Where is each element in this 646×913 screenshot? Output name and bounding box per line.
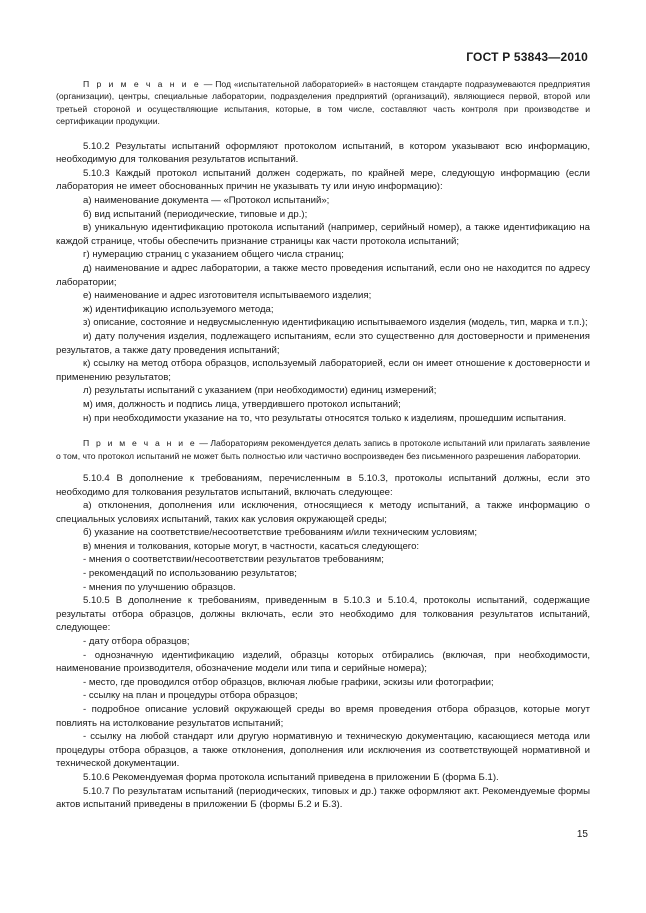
list-item: е) наименование и адрес изготовителя испытываемого изделия; [83, 290, 372, 302]
list-item: - мнения по улучшению образцов. [83, 581, 236, 593]
page-number: 15 [576, 829, 588, 840]
list-item: г) нумерацию страниц с указанием общего числа страниц; [83, 249, 344, 261]
list-item: - подробное описание условий окружающей среды во время проведения отбора образцов, которые могут повлиять на истолкование результатов испытаний; [56, 704, 590, 729]
list-item: з) описание, состояние и недвусмысленную идентификацию испытываемого изделия (модель, тип, марка и т.п.); [83, 317, 588, 329]
list-item: л) результаты испытаний с указанием (при необходимости) единиц измерений; [83, 385, 437, 397]
note-text: — Под «испытательной лабораторией» в настоящем стандарте подразумеваются предприятия (организации), центры, специальные лаборатории, подразделения предприятий (организаций), являющиеся первой, второй или третьей стороной и осуществляющие испытания, которые, в том числе, составляют часть контроля при производстве и сертификации продукции. [56, 79, 590, 127]
paragraph-5-10-5: 5.10.5 В дополнение к требованиям, приведенным в 5.10.3 и 5.10.4, протоколы испытаний, содержащие результаты отбора образцов, должны включать, если это необходимо для толкования результатов испытаний, следующее: [56, 595, 590, 634]
list-item: н) при необходимости указание на то, что результаты относятся только к изделиям, прошедшим испытания. [83, 412, 567, 424]
list-item: - ссылку на любой стандарт или другую нормативную и техническую документацию, касающиеся метода или процедуры отбора образцов, а также отклонения, дополнения или исключения из соответствующей нормативной и технической документации. [56, 731, 590, 770]
list-item: - однозначную идентификацию изделий, образцы которых отбирались (включая, при необходимости, наименование производителя, обозначение модели или типа и серийные номера); [56, 649, 590, 675]
paragraph-5-10-4: 5.10.4 В дополнение к требованиям, перечисленным в 5.10.3, протоколы испытаний должны, если это необходимо для толкования результатов испытаний, включать следующее: [56, 472, 590, 498]
list-item: в) мнения и толкования, которые могут, в частности, касаться следующего: [83, 540, 420, 552]
list-item: - ссылку на план и процедуры отбора образцов; [83, 690, 298, 702]
paragraph-5-10-2: 5.10.2 Результаты испытаний оформляют протоколом испытаний, в котором указывают всю информацию, необходимую для толкования результатов испытаний. [56, 140, 590, 166]
page-body [56, 78, 590, 812]
list-item: б) указание на соответствие/несоответствие требованиям и/или техническим условиям; [83, 527, 477, 539]
note-paragraph [56, 78, 590, 128]
list-item: - рекомендаций по использованию результатов; [83, 568, 297, 580]
list-item: - мнения о соответствии/несоответствии результатов требованиям; [83, 554, 384, 566]
list-item: и) дату получения изделия, подлежащего испытаниям, если это существенно для достоверности и применения результатов, а также дату проведения испытаний; [56, 330, 590, 356]
list-item: - дату отбора образцов; [83, 636, 190, 648]
note-paragraph [56, 437, 590, 462]
list-item: д) наименование и адрес лаборатории, а также место проведения испытаний, если оно не находится по адресу лаборатории; [56, 262, 590, 288]
list-item: а) наименование документа — «Протокол испытаний»; [83, 195, 330, 206]
list-item: к) ссылку на метод отбора образцов, используемый лабораторией, если он имеет отношение к достоверности и применению результатов; [56, 358, 590, 383]
list-item: м) имя, должность и подпись лица, утвердившего протокол испытаний; [83, 398, 401, 410]
paragraph-5-10-7: 5.10.7 По результатам испытаний (периодических, типовых и др.) также оформляют акт. Рекомендуемые формы актов испытаний приведены в приложении Б (формы Б.2 и Б.3). [56, 785, 590, 811]
paragraph-5-10-6: 5.10.6 Рекомендуемая форма протокола испытаний приведена в приложении Б (форма Б.1). [83, 771, 499, 783]
list-item: в) уникальную идентификацию протокола испытаний (например, серийный номер), а также идентификацию на каждой странице, чтобы обеспечить признание страницы как части протокола испытаний; [56, 222, 590, 247]
note-text: — Лабораториям рекомендуется делать запись в протоколе испытаний или прилагать заявление о том, что протокол испытаний не может быть полностью или частично воспроизведен без письменного разрешения лаборатории. [56, 438, 590, 461]
note-label: П р и м е ч а н и е [83, 79, 201, 89]
standard-designation: ГОСТ Р 53843—2010 [466, 50, 588, 64]
list-item: - место, где проводился отбор образцов, включая любые графики, эскизы или фотографии; [83, 676, 494, 688]
note-label: П р и м е ч а н и е [83, 438, 197, 449]
list-item: а) отклонения, дополнения или исключения, относящиеся к методу испытаний, а также информацию о специальных условиях испытаний, таких как условия окружающей среды; [56, 500, 590, 525]
list-item: б) вид испытаний (периодические, типовые и др.); [83, 208, 308, 220]
paragraph-5-10-3: 5.10.3 Каждый протокол испытаний должен содержать, по крайней мере, следующую информацию (если лаборатория не имеет обоснованных причин не указывать ту или иную информацию): [56, 167, 590, 193]
list-item: ж) идентификацию используемого метода; [83, 303, 274, 315]
